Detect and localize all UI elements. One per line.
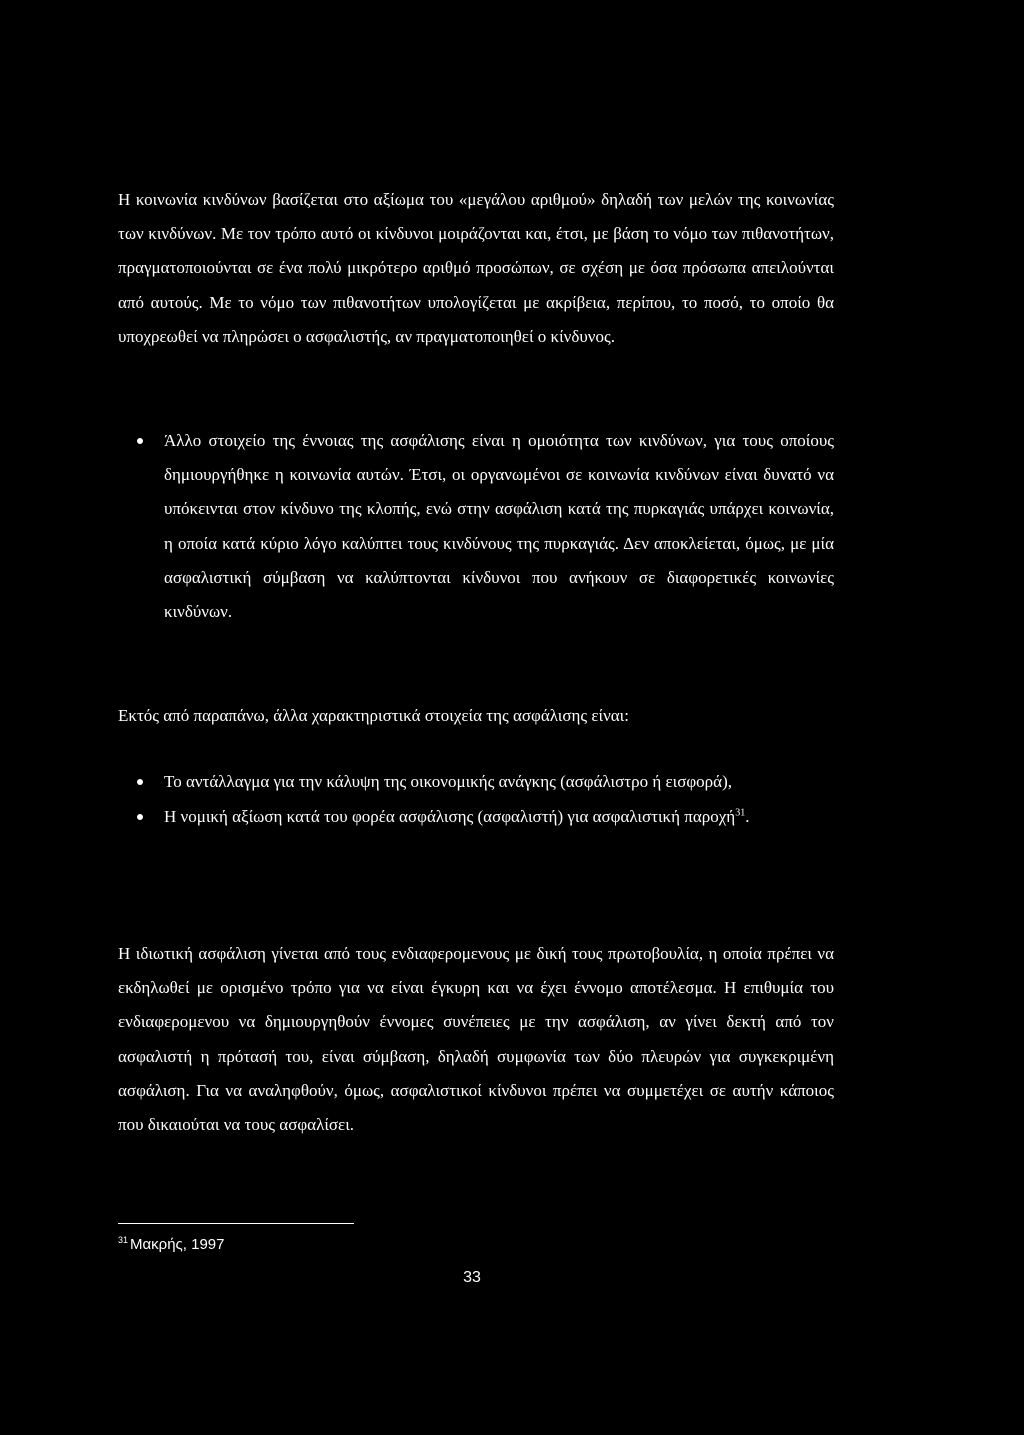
bullet-list-similarity	[118, 424, 834, 629]
paragraph-risk-society: Η κοινωνία κινδύνων βασίζεται στο αξίωμα του «μεγάλου αριθμού» δηλαδή των μελών της κοινωνίας των κινδύνων. Με τον τρόπο αυτό οι κίνδυνοι μοιράζονται και, έτσι, με βάση το νόμο των πιθανοτήτων, πραγματοποιούνται σε ένα πολύ μικρότερο αριθμό προσώπων, σε σχέση με όσα πρόσωπα απειλούνται από αυτούς. Με το νόμο των πιθανοτήτων υπολογίζεται με ακρίβεια, περίπου, το ποσό, το οποίο θα υποχρεωθεί να πληρώσει ο ασφαλιστής, αν πραγματοποιηθεί ο κίνδυνος.	[118, 190, 834, 346]
paragraph-characteristics-intro: Εκτός από παραπάνω, άλλα χαρακτηριστικά στοιχεία της ασφάλισης είναι:	[118, 706, 629, 725]
footnote-text: Μακρής, 1997	[130, 1236, 225, 1253]
page-number: 33	[463, 1269, 481, 1286]
list-item	[118, 424, 834, 629]
list-item	[118, 800, 834, 834]
bullet-list-characteristics	[118, 765, 834, 835]
footnote	[118, 1234, 225, 1256]
paragraph-private-insurance: Η ιδιωτική ασφάλιση γίνεται από τους ενδιαφερομενους με δική τους πρωτοβουλία, η οποία πρέπει να εκδηλωθεί με ορισμένο τρόπο για να είναι έγκυρη και να έχει έννομο αποτέλεσμα. Η επιθυμία του ενδιαφερομενου να δημιουργηθούν έννομες συνέπειες με την ασφάλιση, αν γίνει δεκτή από τον ασφαλιστή η πρότασή του, είναι σύμβαση, δηλαδή συμφωνία των δύο πλευρών για συγκεκριμένη ασφάλιση. Για να αναληφθούν, όμως, ασφαλιστικοί κίνδυνοι πρέπει να συμμετέχει σε αυτήν κάποιος που δικαιούται να τους ασφαλίσει.	[118, 944, 834, 1135]
list-item	[118, 765, 834, 799]
bullet-icon	[137, 438, 143, 444]
footnote-divider	[118, 1223, 354, 1224]
bullet-icon	[137, 814, 143, 820]
footnote-number: 31	[118, 1235, 129, 1245]
bullet-icon	[137, 779, 143, 785]
list-item-text: Άλλο στοιχείο της έννοιας της ασφάλισης είναι η ομοιότητα των κινδύνων, για τους οποίους δημιουργήθηκε η κοινωνία αυτών. Έτσι, οι οργανωμένοι σε κοινωνία κινδύνων είναι δυνατό να υπόκεινται στον κίνδυνο της κλοπής, ενώ στην ασφάλιση κατά της πυρκαγιάς υπάρχει κοινωνία, η οποία κατά κύριο λόγο καλύπτει τους κινδύνους της πυρκαγιάς. Δεν αποκλείεται, όμως, με μία ασφαλιστική σύμβαση να καλύπτονται κίνδυνοι που ανήκουν σε διαφορετικές κοινωνίες κινδύνων.	[164, 431, 834, 622]
list-item-text: Η νομική αξίωση κατά του φορέα ασφάλισης (ασφαλιστή) για ασφαλιστική παροχή	[164, 807, 736, 827]
footnote-reference[interactable]: 31	[735, 807, 746, 819]
list-item-text: Το αντάλλαγμα για την κάλυψη της οικονομικής ανάγκης (ασφάλιστρο ή εισφορά),	[164, 772, 732, 791]
list-item-trailing-period: .	[745, 807, 750, 827]
